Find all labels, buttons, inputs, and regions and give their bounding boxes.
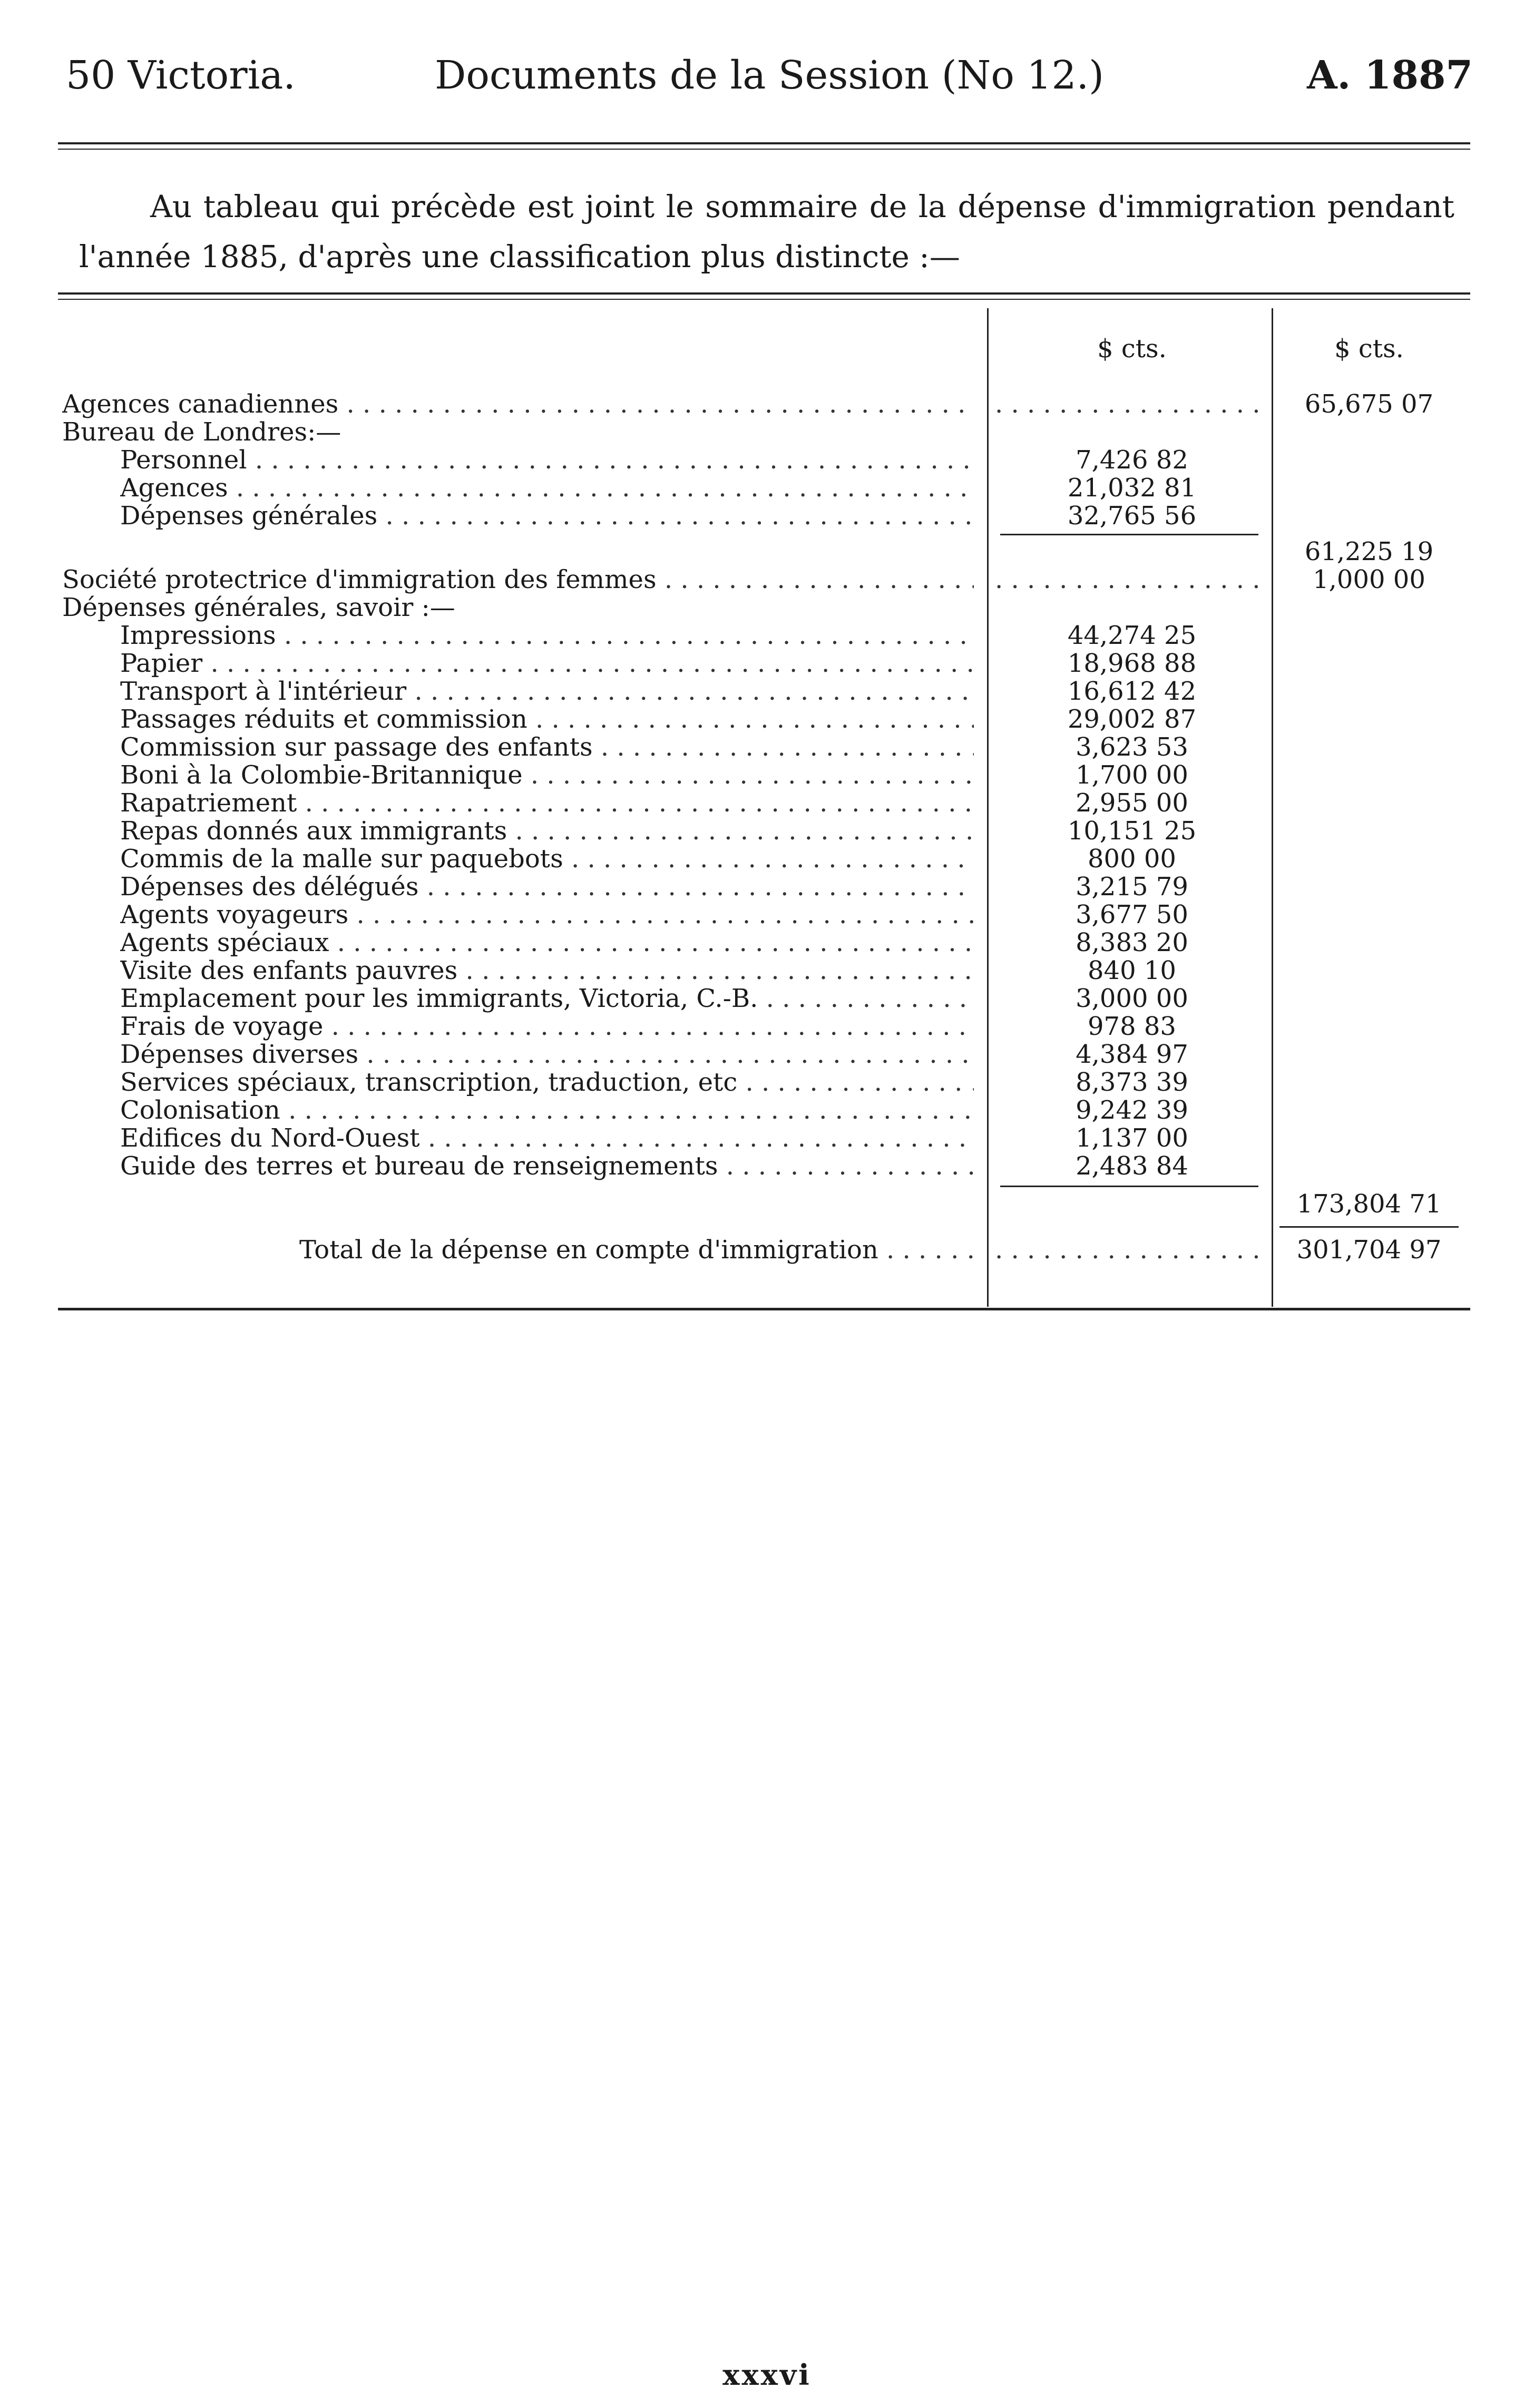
row-col1: 2,483 84 [1076, 1152, 1188, 1180]
table-row [62, 1012, 1469, 1041]
column-header-row [62, 335, 1469, 363]
row-label: Passages réduits et commission . . . [120, 705, 974, 733]
table-row [62, 474, 1469, 502]
row-col1: 3,677 50 [1076, 900, 1188, 929]
table-row [62, 1152, 1469, 1180]
row-label: Dépenses générales . . . [120, 502, 974, 530]
row-label: Dépenses des délégués . . . [120, 873, 974, 901]
row-label: Commission sur passage des enfants . . . [120, 733, 974, 761]
row-col2: 173,804 71 [1296, 1189, 1442, 1219]
table-row [62, 1096, 1469, 1124]
row-col1: 18,968 88 [1067, 649, 1197, 678]
row-col1: 800 00 [1088, 845, 1176, 873]
header-title: Documents de la Session (No 12.) [435, 53, 1104, 98]
row-label: Bureau de Londres:— [62, 418, 341, 446]
table-row [62, 845, 1469, 873]
row-label: Agents spéciaux . . . [120, 928, 974, 957]
table-row [62, 1124, 1469, 1152]
row-col1: 9,242 39 [1076, 1096, 1188, 1124]
row-col1: 8,373 39 [1076, 1068, 1188, 1097]
page-header [66, 53, 1473, 111]
row-label: Agences . . . [120, 474, 974, 502]
row-col1: 29,002 87 [1067, 705, 1197, 733]
row-label: Colonisation . . . [120, 1096, 974, 1124]
table-row [62, 1068, 1469, 1097]
page-number: xxxvi [722, 2358, 812, 2392]
total-rule [1279, 1226, 1459, 1228]
table-row [62, 621, 1469, 650]
row-label: Edifices du Nord-Ouest . . . [120, 1124, 974, 1152]
table-row [62, 677, 1469, 706]
total-row [62, 1236, 1469, 1264]
subtotal-row [62, 1190, 1469, 1218]
col2-header: $ cts. [1334, 334, 1404, 364]
row-label: Agences canadiennes . . . [62, 390, 974, 418]
header-rule [58, 142, 1470, 150]
row-col1: 978 83 [1088, 1012, 1176, 1041]
table-row [62, 956, 1469, 985]
table-row [62, 873, 1469, 901]
header-year: A. 1887 [1307, 53, 1473, 98]
table-row [62, 900, 1469, 929]
row-col1: 1,700 00 [1076, 761, 1188, 789]
row-col1: 32,765 56 [1067, 502, 1197, 530]
row-label: Frais de voyage . . . [120, 1012, 974, 1041]
table-row [62, 390, 1469, 418]
row-col1: 8,383 20 [1076, 928, 1188, 957]
total-col1 [995, 1236, 1269, 1264]
row-col1: 4,384 97 [1076, 1040, 1188, 1069]
row-label: Visite des enfants pauvres . . . [120, 956, 974, 985]
row-col1 [995, 390, 1269, 418]
table-row [62, 565, 1469, 594]
table-row [62, 928, 1469, 957]
row-label: Emplacement pour les immigrants, Victoria, C.-B. . . . [120, 984, 974, 1013]
table-row [62, 705, 1469, 733]
table-top-rule [58, 292, 1470, 300]
row-col1: 21,032 81 [1067, 474, 1197, 502]
table-row [62, 418, 1469, 446]
total-value: 301,704 97 [1296, 1235, 1442, 1265]
table-row [62, 789, 1469, 817]
table-row [62, 649, 1469, 678]
row-label: Impressions . . . [120, 621, 974, 650]
subtotal-rule [1000, 534, 1258, 535]
subtotal-rule [1000, 1186, 1258, 1187]
row-label: Transport à l'intérieur . . . [120, 677, 974, 706]
subtotal-row [62, 537, 1469, 566]
table-row [62, 984, 1469, 1013]
table-row [62, 817, 1469, 845]
row-col1: 10,151 25 [1067, 817, 1197, 845]
table-row [62, 502, 1469, 530]
intro-paragraph: Au tableau qui précède est joint le sommaire de la dépense d'immigration pendant l'année 1885, d'après une classification plus distincte :— [79, 189, 1454, 275]
row-col1: 1,137 00 [1076, 1124, 1188, 1152]
row-col1: 3,215 79 [1076, 873, 1188, 901]
row-label: Services spéciaux, transcription, traduction, etc . . . [120, 1068, 974, 1097]
row-label: Papier . . . [120, 649, 974, 678]
table-bottom-rule [58, 1308, 1470, 1310]
expense-table [62, 308, 1469, 1307]
row-label: Boni à la Colombie-Britannique . . . [120, 761, 974, 789]
row-label: Guide des terres et bureau de renseignements . . . [120, 1152, 974, 1180]
table-row [62, 446, 1469, 474]
row-label: Agents voyageurs . . . [120, 900, 974, 929]
table-row [62, 1040, 1469, 1069]
row-col1: 3,623 53 [1076, 733, 1188, 761]
row-col1: 44,274 25 [1067, 621, 1197, 650]
row-label: Société protectrice d'immigration des femmes . . . [62, 565, 974, 594]
table-row [62, 593, 1469, 622]
row-col2: 1,000 00 [1313, 565, 1425, 594]
row-label: Repas donnés aux immigrants . . . [120, 817, 974, 845]
row-col1: 7,426 82 [1076, 446, 1188, 474]
row-label: Commis de la malle sur paquebots . . . [120, 845, 974, 873]
row-col2: 65,675 07 [1304, 389, 1434, 419]
row-col2: 61,225 19 [1304, 537, 1434, 566]
row-col1: 3,000 00 [1076, 984, 1188, 1013]
header-session: 50 Victoria. [66, 53, 296, 98]
row-col1: 16,612 42 [1067, 677, 1197, 706]
row-col1: 840 10 [1088, 956, 1176, 985]
row-label: Dépenses générales, savoir :— [62, 593, 455, 622]
total-label: Total de la dépense en compte d'immigration . . . [299, 1236, 974, 1264]
col1-header: $ cts. [1097, 335, 1167, 363]
row-label: Dépenses diverses . . . [120, 1040, 974, 1069]
table-row [62, 733, 1469, 761]
table-row [62, 761, 1469, 789]
row-label: Rapatriement . . . [120, 789, 974, 817]
row-col1: 2,955 00 [1076, 789, 1188, 817]
row-col1 [995, 565, 1269, 594]
row-label: Personnel . . . [120, 446, 974, 474]
